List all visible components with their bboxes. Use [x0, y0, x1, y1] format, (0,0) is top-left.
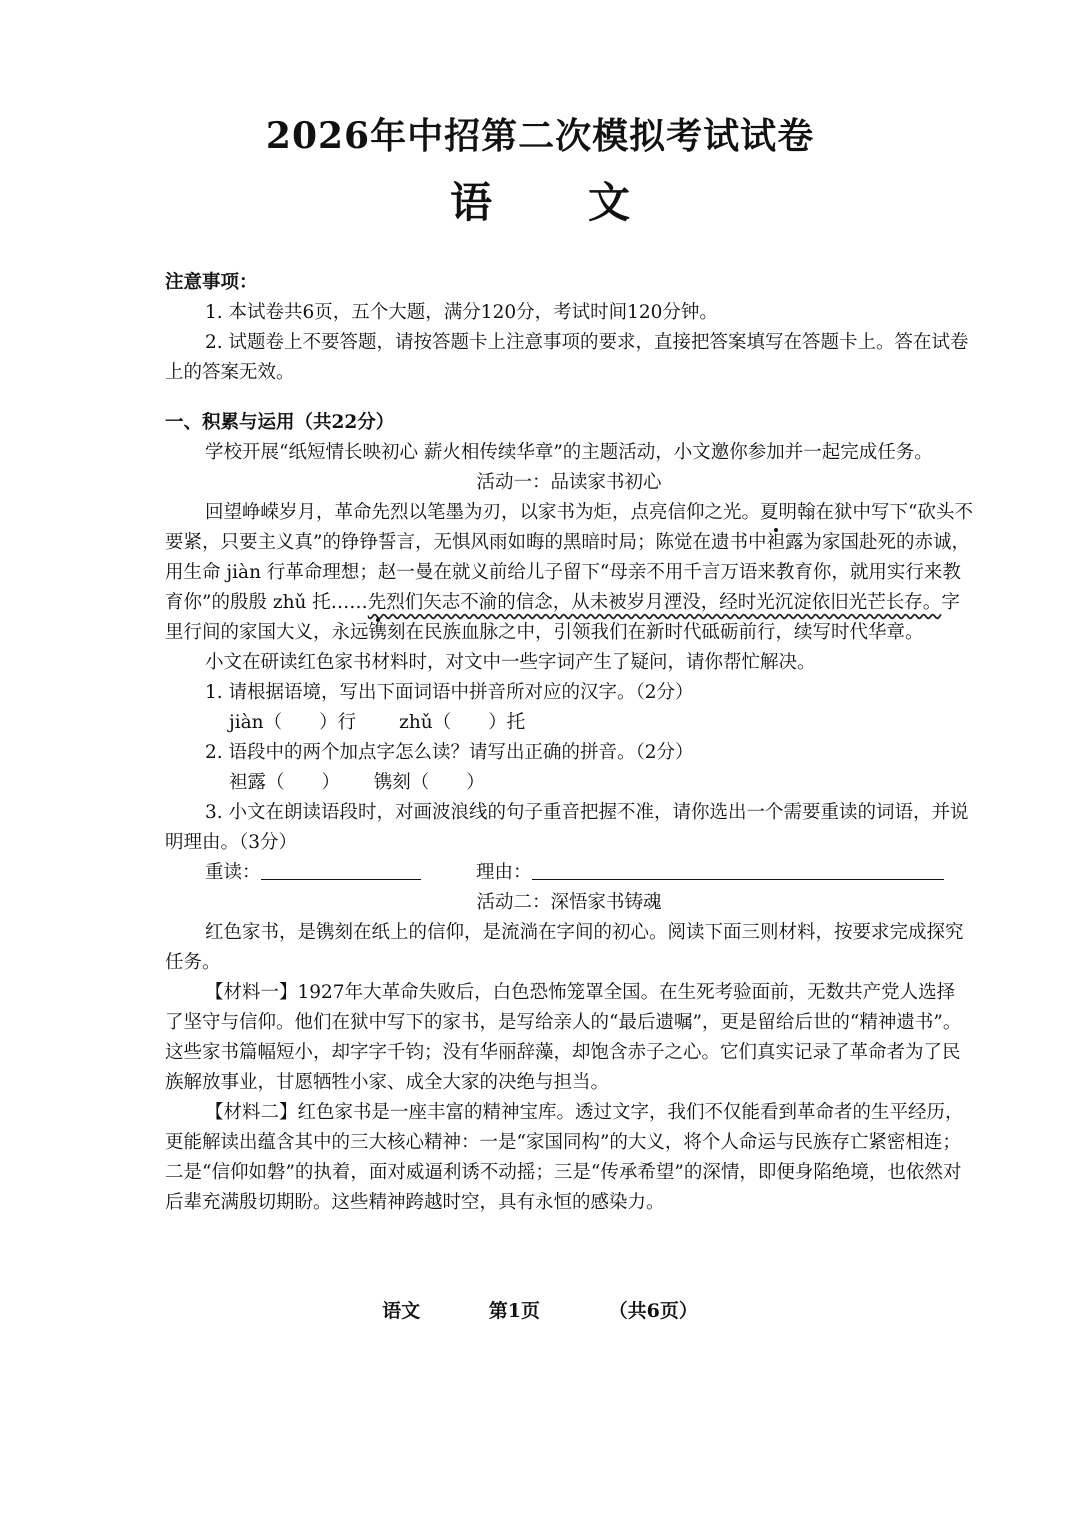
wavy-sentence: 先烈们矢志不渝的信念，从未被岁月湮没，经时光沉淀依旧光芒长存。 — [367, 592, 942, 613]
exam-title: 2026年中招第二次模拟考试试卷 — [265, 115, 815, 157]
question-1-blanks — [165, 708, 973, 738]
q2-blank-juanke[interactable]: 镌刻（ ） — [373, 772, 485, 793]
footer-page: 第1页 — [488, 1300, 540, 1322]
passage-part-d: 刻在民族血脉之中，引领我们在新时代砥砺前行，续写时代华章。 — [387, 622, 924, 643]
footer-total: （共6页） — [608, 1300, 698, 1322]
question-2: 2. 语段中的两个加点字怎么读？请写出正确的拼音。（2分） — [205, 742, 694, 763]
passage-part-b: 露为家国赴死的赤诚，用生命 jiàn 行革命理想；赵一曼在就义前给儿子留下“母亲不用千言万语来教育你，就用实行来教育你”的殷殷 zhǔ 托…… — [165, 532, 970, 613]
dotted-char-1: 袒 — [766, 532, 785, 553]
spacer — [165, 388, 973, 408]
notice-item-1: 1. 本试卷共6页，五个大题，满分120分，考试时间120分钟。 — [205, 302, 718, 323]
question-2-blanks — [165, 768, 973, 798]
passage-part-a: 回望峥嵘岁月，革命先烈以笔墨为刃，以家书为炬，点亮信仰之光。夏明翰在狱中写下“砍头不要紧，只要主义真”的铮铮誓言，无惧风雨如晦的黑暗时局；陈觉在遗书中 — [165, 502, 973, 553]
question-1: 1. 请根据语境，写出下面词语中拼音所对应的汉字。（2分） — [205, 682, 694, 703]
material-2: 【材料二】红色家书是一座丰富的精神宝库。透过文字，我们不仅能看到革命者的生平经历，更能解读出蕴含其中的三大核心精神：一是“家国同构”的大义，将个人命运与民族存亡紧密相连；二是“信仰如磐”的执着，面对威逼利诱不动摇；三是“传承希望”的深情，即便身陷绝境，也依然对后辈充满殷切期盼。这些精神跨越时空，具有永恒的感染力。 — [165, 1102, 964, 1213]
activity1-title: 活动一：品读家书初心 — [476, 473, 662, 493]
q2-blank-tanlu[interactable]: 袒露（ ） — [229, 772, 331, 793]
page-footer — [0, 1296, 1080, 1323]
activity2-intro: 红色家书，是镌刻在纸上的信仰，是流淌在字间的初心。阅读下面三则材料，按要求完成探究任务。 — [165, 922, 964, 973]
exam-content — [165, 268, 973, 1218]
notice-item-2: 2. 试题卷上不要答题，请按答题卡上注意事项的要求，直接把答案填写在答题卡上。答在试卷上的答案无效。 — [165, 332, 969, 383]
section-heading: 一、积累与运用（共22分） — [165, 412, 395, 433]
activity1-lead: 小文在研读红色家书材料时，对文中一些字词产生了疑问，请你帮忙解决。 — [205, 652, 816, 673]
q1-blank-zhu[interactable]: zhǔ（ ）托 — [399, 712, 526, 733]
q3-label-stress: 重读： — [205, 862, 261, 883]
subject-title: 语文 — [449, 178, 726, 227]
activity2-title: 活动二：深悟家书铸魂 — [476, 893, 662, 913]
q1-blank-jian[interactable]: jiàn（ ）行 — [229, 712, 357, 733]
material-1: 【材料一】1927年大革命失败后，白色恐怖笼罩全国。在生死考验面前，无数共产党人选择了坚守与信仰。他们在狱中写下的家书，是写给亲人的“最后遗嘱”，更是留给后世的“精神遗书”。这些家书篇幅短小，却字字千钧；没有华丽辞藻，却饱含赤子之心。它们真实记录了革命者为了民族解放事业，甘愿牺牲小家、成全大家的决绝与担当。 — [165, 982, 962, 1093]
q3-stress-line[interactable] — [261, 859, 421, 880]
section-intro: 学校开展“纸短情长映初心 薪火相传续华章”的主题活动，小文邀你参加并一起完成任务。 — [205, 442, 933, 463]
dotted-char-2: 镌 — [368, 622, 388, 643]
activity1-passage — [165, 498, 973, 648]
q3-reason-line[interactable] — [532, 859, 944, 880]
footer-subject: 语文 — [382, 1300, 421, 1322]
passage-part-c: 字里行间的家国大义，永远 — [165, 592, 960, 643]
question-3-answer-row — [165, 858, 973, 888]
question-3: 3. 小文在朗读语段时，对画波浪线的句子重音把握不准，请你选出一个需要重读的词语，并说明理由。（3分） — [165, 802, 969, 853]
q3-label-reason: 理由： — [476, 862, 532, 883]
notice-heading: 注意事项： — [165, 272, 258, 293]
